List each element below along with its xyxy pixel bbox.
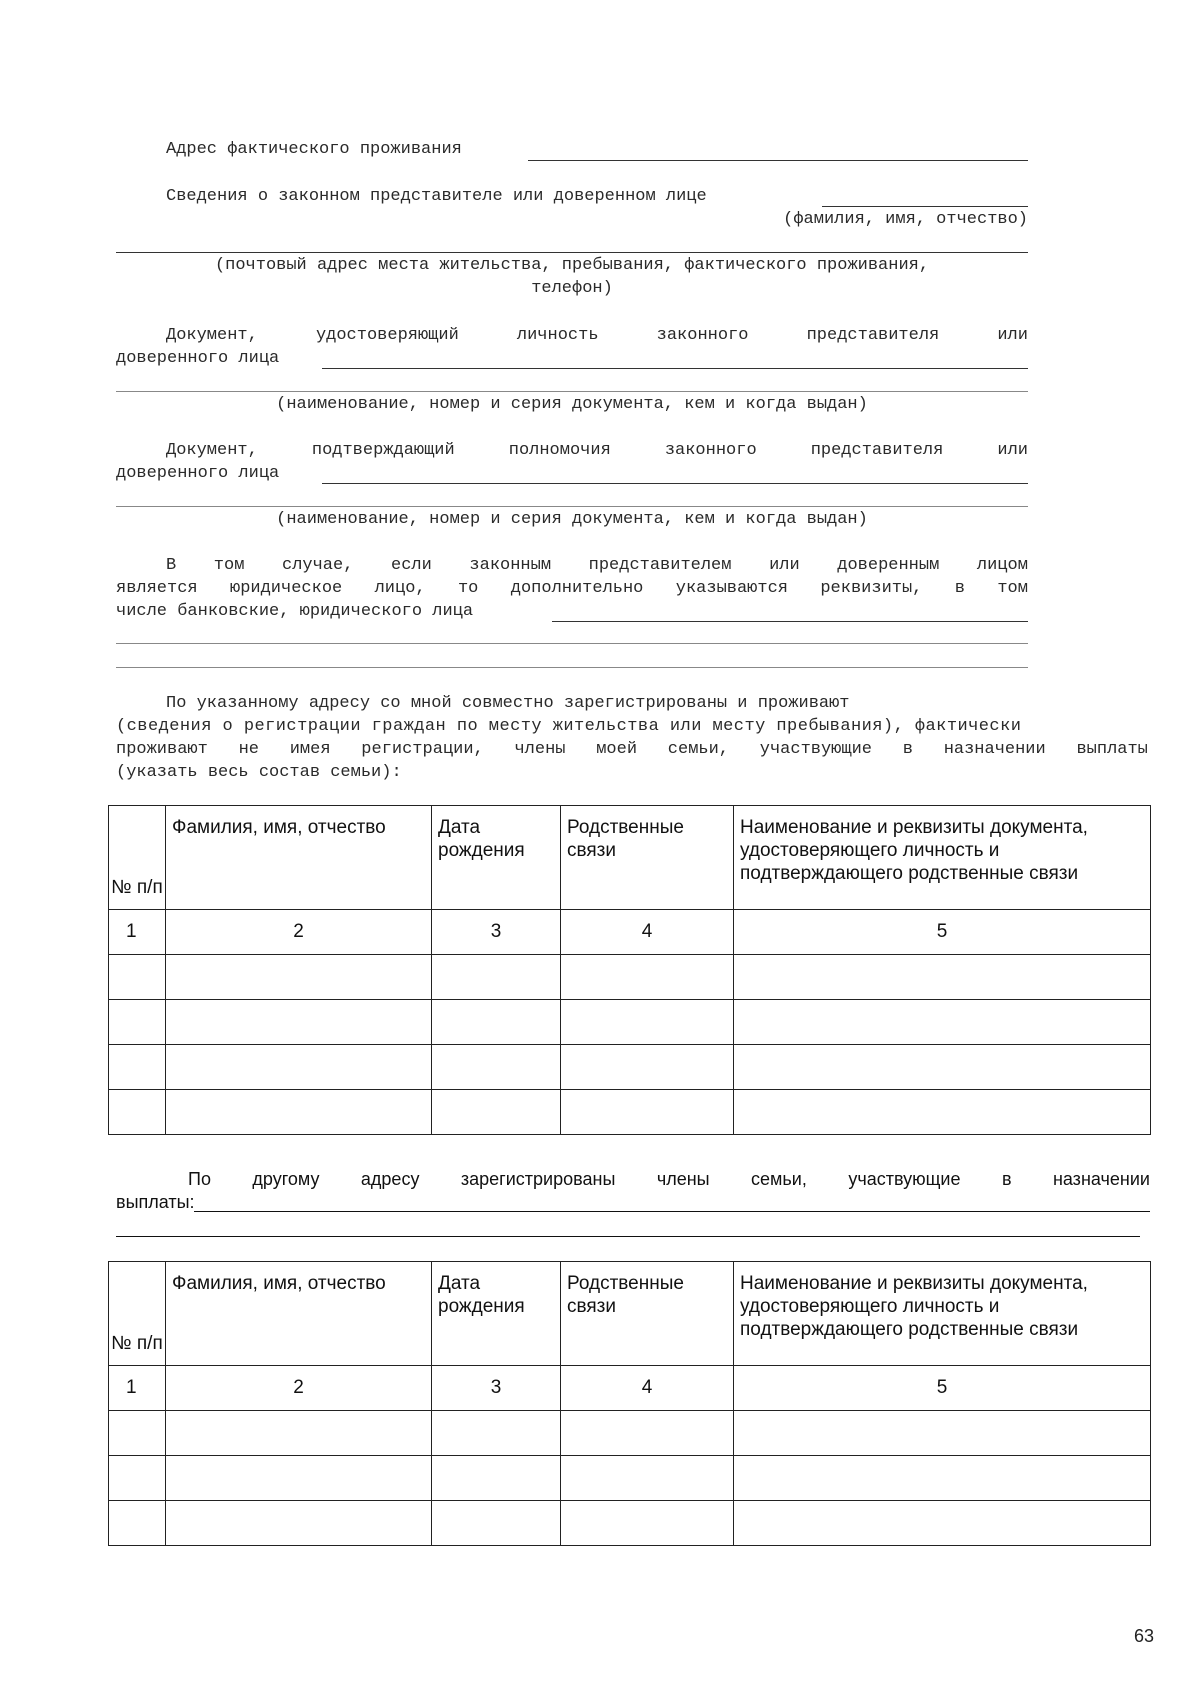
- header-num: № п/п: [109, 1262, 166, 1366]
- index-cell: 1: [109, 910, 166, 955]
- cell[interactable]: [561, 1456, 734, 1501]
- family-table-same-address: [108, 805, 1151, 1135]
- authority-doc-line2-label: доверенного лица: [116, 464, 280, 483]
- table-header-row: [109, 806, 1151, 910]
- index-cell: 4: [561, 910, 734, 955]
- representative-label: Сведения о законном представителе или доверенном лице: [166, 187, 707, 206]
- identity-doc-line1: Документ, удостоверяющий личность законного представителя или: [166, 326, 1028, 345]
- representative-address-hint-1: (почтовый адрес места жительства, пребывания, фактического проживания,: [214, 256, 930, 275]
- page-number: 63: [1133, 1626, 1154, 1646]
- representative-address-hint-2: телефон): [531, 279, 613, 298]
- cell[interactable]: [734, 1000, 1151, 1045]
- table-row: [109, 1456, 1151, 1501]
- legal-entity-line2: является юридическое лицо, то дополнительно указываются реквизиты, в том: [116, 579, 1028, 598]
- other-address-line1: По другому адресу зарегистрированы члены семьи, участвующие в назначении: [188, 1169, 1150, 1189]
- representative-name-line[interactable]: [822, 206, 1028, 207]
- header-birth: Дата рождения: [432, 1262, 561, 1366]
- cell[interactable]: [109, 1045, 166, 1090]
- table-row: [109, 955, 1151, 1000]
- identity-doc-input-line[interactable]: [322, 368, 1028, 369]
- cell[interactable]: [166, 1456, 432, 1501]
- cell[interactable]: [166, 1045, 432, 1090]
- table-row: [109, 1411, 1151, 1456]
- cell[interactable]: [109, 1411, 166, 1456]
- index-cell: 3: [432, 1366, 561, 1411]
- cell[interactable]: [432, 1456, 561, 1501]
- other-address-line2-label: выплаты:: [116, 1192, 195, 1212]
- authority-doc-hint: (наименование, номер и серия документа, кем и когда выдан): [276, 510, 868, 529]
- header-relation: Родственные связи: [561, 806, 734, 910]
- index-cell: 1: [109, 1366, 166, 1411]
- registration-line1: По указанному адресу со мной совместно зарегистрированы и проживают: [166, 694, 850, 713]
- cell[interactable]: [561, 1090, 734, 1135]
- index-cell: 2: [166, 910, 432, 955]
- address-input-line[interactable]: [528, 160, 1028, 161]
- cell[interactable]: [561, 1411, 734, 1456]
- cell[interactable]: [432, 1411, 561, 1456]
- index-cell: 2: [166, 1366, 432, 1411]
- cell[interactable]: [109, 1000, 166, 1045]
- index-cell: 5: [734, 910, 1151, 955]
- legal-entity-input-line-2[interactable]: [116, 643, 1028, 644]
- table-header-row: [109, 1262, 1151, 1366]
- index-cell: 5: [734, 1366, 1151, 1411]
- index-cell: 3: [432, 910, 561, 955]
- cell[interactable]: [109, 1090, 166, 1135]
- cell[interactable]: [734, 1411, 1151, 1456]
- other-address-input-line-2[interactable]: [116, 1236, 1140, 1237]
- header-name: Фамилия, имя, отчество: [166, 1262, 432, 1366]
- registration-line2: (сведения о регистрации граждан по месту жительства или месту пребывания), фактически: [116, 717, 1022, 736]
- cell[interactable]: [109, 1501, 166, 1546]
- cell[interactable]: [734, 955, 1151, 1000]
- cell[interactable]: [166, 955, 432, 1000]
- legal-entity-line3-label: числе банковские, юридического лица: [116, 602, 474, 621]
- registration-line3: проживают не имея регистрации, члены моей семьи, участвующие в назначении выплаты: [116, 740, 1148, 759]
- cell[interactable]: [166, 1411, 432, 1456]
- cell[interactable]: [432, 955, 561, 1000]
- representative-address-line[interactable]: [116, 252, 1028, 253]
- legal-entity-line1: В том случае, если законным представителем или доверенным лицом: [166, 556, 1028, 575]
- cell[interactable]: [166, 1000, 432, 1045]
- table-index-row: [109, 910, 1151, 955]
- table-row: [109, 1045, 1151, 1090]
- cell[interactable]: [432, 1000, 561, 1045]
- cell[interactable]: [734, 1501, 1151, 1546]
- authority-doc-input-line[interactable]: [322, 483, 1028, 484]
- cell[interactable]: [432, 1501, 561, 1546]
- address-label: Адрес фактического проживания: [166, 140, 462, 159]
- header-num: № п/п: [109, 806, 166, 910]
- cell[interactable]: [734, 1456, 1151, 1501]
- cell[interactable]: [166, 1090, 432, 1135]
- authority-doc-input-line-2[interactable]: [116, 506, 1028, 507]
- other-address-input-line[interactable]: [194, 1211, 1150, 1212]
- identity-doc-line2-label: доверенного лица: [116, 349, 280, 368]
- identity-doc-input-line-2[interactable]: [116, 391, 1028, 392]
- registration-line4: (указать весь состав семьи):: [116, 763, 402, 782]
- representative-name-hint: (фамилия, имя, отчество): [783, 210, 1028, 229]
- cell[interactable]: [561, 1045, 734, 1090]
- cell[interactable]: [109, 1456, 166, 1501]
- header-relation: Родственные связи: [561, 1262, 734, 1366]
- cell[interactable]: [109, 955, 166, 1000]
- table-row: [109, 1000, 1151, 1045]
- index-cell: 4: [561, 1366, 734, 1411]
- table-row: [109, 1501, 1151, 1546]
- header-document: Наименование и реквизиты документа, удостоверяющего личность и подтверждающего родственные связи: [734, 1262, 1151, 1366]
- cell[interactable]: [734, 1045, 1151, 1090]
- cell[interactable]: [432, 1045, 561, 1090]
- cell[interactable]: [166, 1501, 432, 1546]
- header-document: Наименование и реквизиты документа, удостоверяющего личность и подтверждающего родственные связи: [734, 806, 1151, 910]
- cell[interactable]: [561, 1501, 734, 1546]
- family-table-other-address: [108, 1261, 1151, 1546]
- legal-entity-input-line-3[interactable]: [116, 667, 1028, 668]
- table-index-row: [109, 1366, 1151, 1411]
- header-birth: Дата рождения: [432, 806, 561, 910]
- legal-entity-input-line[interactable]: [552, 621, 1028, 622]
- header-name: Фамилия, имя, отчество: [166, 806, 432, 910]
- cell[interactable]: [561, 955, 734, 1000]
- table-row: [109, 1090, 1151, 1135]
- authority-doc-line1: Документ, подтверждающий полномочия законного представителя или: [166, 441, 1028, 460]
- cell[interactable]: [561, 1000, 734, 1045]
- cell[interactable]: [734, 1090, 1151, 1135]
- identity-doc-hint: (наименование, номер и серия документа, кем и когда выдан): [276, 395, 868, 414]
- cell[interactable]: [432, 1090, 561, 1135]
